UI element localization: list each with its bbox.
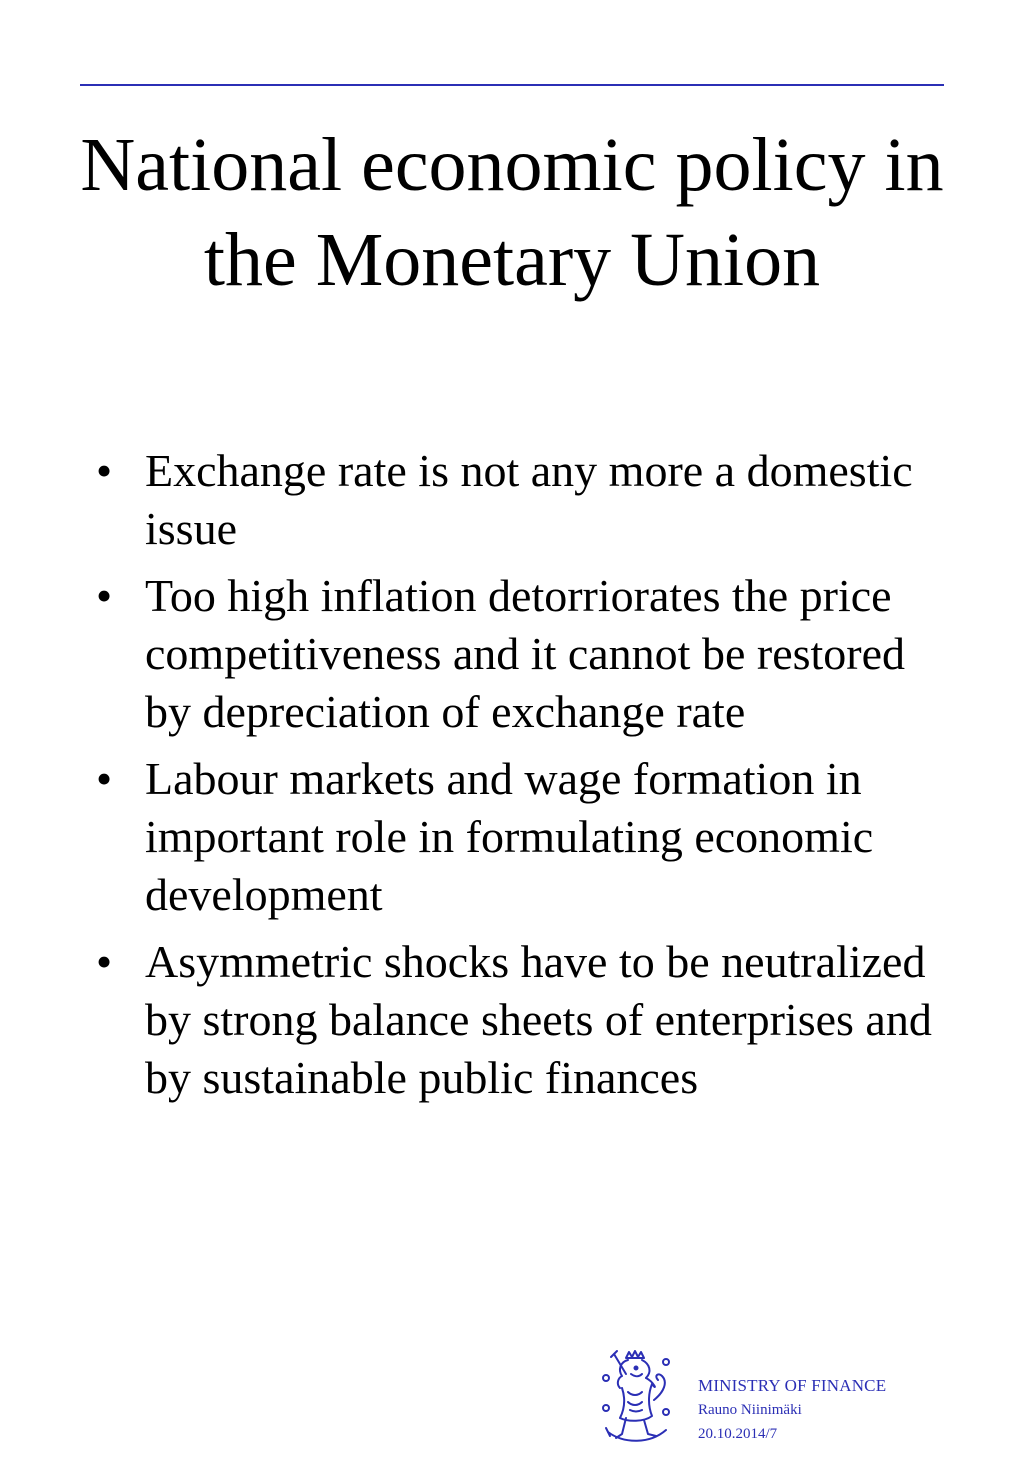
bullet-text: Exchange rate is not any more a domestic issue — [145, 445, 913, 554]
bullet-list — [96, 442, 936, 1116]
bullet-item — [96, 933, 936, 1107]
bullet-text: Too high inflation detorriorates the price competitiveness and it cannot be restored by depreciation of exchange rate — [145, 570, 906, 737]
date-page-number: 20.10.2014/7 — [698, 1426, 778, 1442]
footer-text-block — [698, 1374, 886, 1446]
footer — [598, 1348, 928, 1458]
ministry-name: MINISTRY OF FINANCE — [698, 1376, 887, 1395]
bullet-text: Labour markets and wage formation in important role in formulating economic development — [145, 753, 874, 920]
title-divider-line — [80, 84, 944, 86]
bullet-text: Asymmetric shocks have to be neutralized by strong balance sheets of enterprises and by sustainable public finances — [145, 936, 932, 1103]
bullet-item — [96, 567, 936, 741]
bullet-item — [96, 442, 936, 558]
bullet-marker: • — [96, 445, 113, 496]
author-name: Rauno Niinimäki — [698, 1402, 802, 1418]
lion-coat-of-arms-icon — [598, 1348, 674, 1452]
bullet-marker: • — [96, 570, 113, 621]
bullet-item — [96, 750, 936, 924]
bullet-marker: • — [96, 936, 113, 987]
slide-title: National economic policy in the Monetary Union — [80, 123, 944, 302]
bullet-marker: • — [96, 753, 113, 804]
